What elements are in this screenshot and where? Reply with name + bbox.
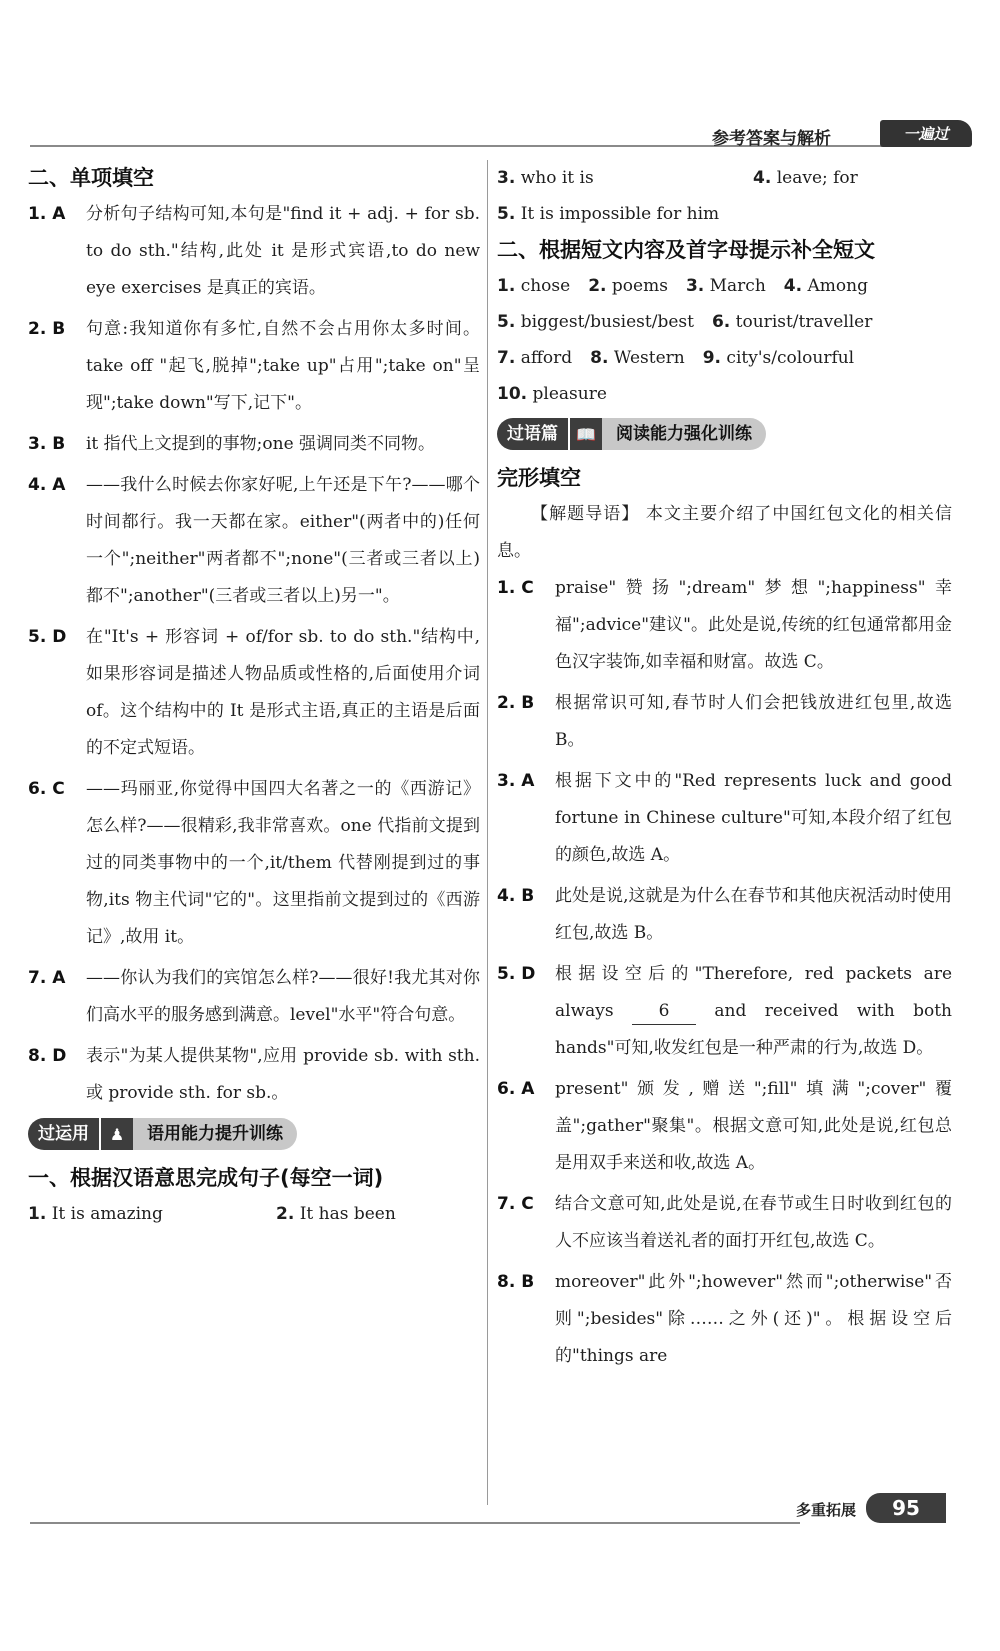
word-answer: 1. chose	[497, 276, 571, 296]
fill-answer: 3. who it is	[497, 168, 594, 188]
word-answer: 5. biggest/busiest/best	[497, 312, 694, 332]
fill-answer: 2. It has been	[276, 1204, 396, 1224]
word-row	[497, 304, 952, 340]
answer-item: 5. D 根据设空后的"Therefore, red packets are always 6 and received with both hands"可知,收发红包是一种严肃的行为,故选 D。	[497, 964, 952, 1058]
answer-item: 2. B 句意:我知道你有多忙,自然不会占用你太多时间。take off "起飞,脱掉";take up"占用";take on"呈现";take down"写下,记下"。	[28, 319, 480, 413]
word-answer: 4. Among	[783, 276, 868, 296]
word-answer: 9. city's/colourful	[702, 348, 855, 368]
chess-icon: ♟	[99, 1118, 133, 1150]
column-divider	[487, 160, 488, 1505]
fill-answer: 1. It is amazing	[28, 1204, 163, 1224]
answer-item: 4. B 此处是说,这就是为什么在春节和其他庆祝活动时使用红包,故选 B。	[497, 886, 952, 943]
answer-item: 6. A present"颁发,赠送";fill"填满";cover"覆盖";gather"聚集"。根据文意可知,此处是说,红包总是用双手来送和收,故选 A。	[497, 1079, 952, 1173]
fill-row	[497, 160, 952, 196]
word-row	[497, 376, 952, 412]
blank-marker: 6	[632, 998, 696, 1025]
answer-item: 7. A ——你认为我们的宾馆怎么样?——很好!我尤其对你们高水平的服务感到满意。level"水平"符合句意。	[28, 968, 480, 1025]
word-answer: 8. Western	[590, 348, 685, 368]
fill-answer: 5. It is impossible for him	[497, 204, 720, 224]
answer-item: 2. B 根据常识可知,春节时人们会把钱放进红包里,故选 B。	[497, 693, 952, 750]
page-number: 95	[866, 1493, 946, 1523]
answer-item: 8. D 表示"为某人提供某物",应用 provide sb. with sth. 或 provide sth. for sb.。	[28, 1046, 480, 1103]
answer-item: 1. C praise"赞扬";dream"梦想";happiness"幸福";advice"建议"。此处是说,传统的红包通常都用金色汉字装饰,如幸福和财富。故选 C。	[497, 578, 952, 672]
word-row	[497, 268, 952, 304]
section-title-single-choice: 二、单项填空	[28, 166, 154, 190]
banner-language-use	[28, 1118, 480, 1150]
guide-text: 【解题导语】 本文主要介绍了中国红包文化的相关信息。	[497, 504, 952, 561]
banner-reading	[497, 418, 952, 450]
answer-item: 4. A ——我什么时候去你家好呢,上午还是下午?——哪个时间都行。我一天都在家。either"(两者中的)任何一个";neither"两者都不";none"(三者或三者以上)都不";another"(三者或三者以上)另一"。	[28, 475, 480, 606]
answer-item: 1. A 分析句子结构可知,本句是"find it + adj. + for sb. to do sth."结构,此处 it 是形式宾语,to do new eye exercises 是真正的宾语。	[28, 204, 480, 298]
answer-item: 7. C 结合文意可知,此处是说,在春节或生日时收到红包的人不应该当着送礼者的面打开红包,故选 C。	[497, 1194, 952, 1251]
word-answer: 2. poems	[588, 276, 668, 296]
answer-item: 6. C ——玛丽亚,你觉得中国四大名著之一的《西游记》怎么样?——很精彩,我非常喜欢。one 代指前文提到过的同类事物中的一个,it/them 代替刚提到过的事物,its 物主代词"它的"。这里指前文提到过的《西游记》,故用 it。	[28, 779, 480, 947]
word-answer: 3. March	[685, 276, 766, 296]
fill-row	[28, 1196, 480, 1232]
brand-logo: 一遍过	[880, 120, 972, 147]
left-column	[28, 160, 480, 1232]
footer-rule	[30, 1522, 800, 1524]
answer-item: 8. B moreover"此外";however"然而";otherwise"否则";besides"除……之外(还)"。根据设空后的"things are	[497, 1272, 952, 1366]
section-title-passage-completion: 二、根据短文内容及首字母提示补全短文	[497, 238, 875, 262]
word-answer: 7. afford	[497, 348, 573, 368]
word-answer: 10. pleasure	[497, 384, 607, 404]
banner-subtitle: 阅读能力强化训练	[602, 418, 766, 450]
section-title-complete-sentences: 一、根据汉语意思完成句子(每空一词)	[28, 1166, 384, 1190]
banner-label: 过运用	[28, 1118, 99, 1150]
banner-subtitle: 语用能力提升训练	[133, 1118, 297, 1150]
right-column	[497, 160, 952, 1375]
answer-item: 5. D 在"It's + 形容词 + of/for sb. to do sth."结构中,如果形容词是描述人物品质或性格的,后面使用介词 of。这个结构中的 It 是形式主语,真正的主语是后面的不定式短语。	[28, 627, 480, 758]
word-row	[497, 340, 952, 376]
fill-answer: 4. leave; for	[753, 168, 858, 188]
header-title: 参考答案与解析	[712, 129, 831, 149]
section-title-cloze: 完形填空	[497, 466, 581, 490]
book-icon: 📖	[568, 418, 602, 450]
answer-item: 3. A 根据下文中的"Red represents luck and good fortune in Chinese culture"可知,本段介绍了红包的颜色,故选 A。	[497, 771, 952, 865]
footer-tag: 多重拓展	[796, 1500, 857, 1519]
answer-item: 3. B it 指代上文提到的事物;one 强调同类不同物。	[28, 434, 436, 454]
word-answer: 6. tourist/traveller	[711, 312, 873, 332]
fill-row	[497, 196, 952, 232]
banner-label: 过语篇	[497, 418, 568, 450]
